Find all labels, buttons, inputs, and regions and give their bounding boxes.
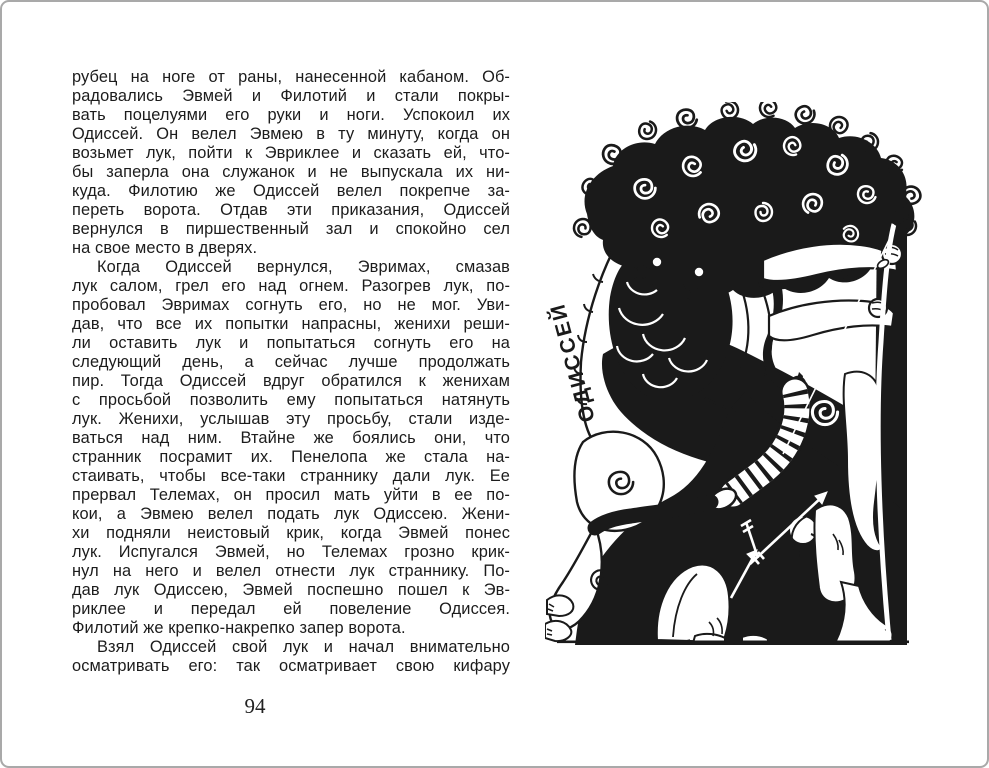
text-line: прервал Телемах, он просил мать уйти в ее по- <box>72 486 510 504</box>
text-line: осматривать его: так осматривает свою кифару <box>72 657 510 675</box>
ground-line <box>557 641 909 644</box>
text-line: лук салом, грел его над огнем. Разогрев лук, по- <box>72 277 510 295</box>
text-line: Когда Одиссей вернулся, Эвримах, смазав <box>97 258 510 276</box>
text-line: стаивать, чтобы все-таки страннику дали лук. Ее <box>72 467 510 485</box>
page-number: 94 <box>244 694 266 718</box>
text-line: куда. Филотию же Одиссей велел покрепче за- <box>72 182 510 200</box>
text-column <box>72 68 510 676</box>
odysseus-illustration <box>545 102 935 652</box>
text-line: лук. Испугался Эвмей, но Телемах грозно крик- <box>72 543 510 561</box>
illustration-caption: ОДИССЕЙ <box>545 299 600 425</box>
text-line: бы заперла она служанок и не выпускала их ни- <box>72 163 510 181</box>
text-line: следующий день, а сейчас лучше продолжать <box>72 353 510 371</box>
text-line: странник посрамит их. Пенелопа же стала на- <box>72 448 510 466</box>
text-line: рубец на ноге от раны, нанесенной кабаном. Об- <box>72 68 510 86</box>
text-line: пир. Тогда Одиссей вдруг обратился к женихам <box>72 372 510 390</box>
text-line: на свое место в дверях. <box>72 239 258 257</box>
text-line: с просьбой позволить ему попытаться натянуть <box>72 391 510 409</box>
text-line: возьмет лук, пойти к Эвриклее и сказать ей, что- <box>72 144 510 162</box>
text-line: Одиссей. Он велел Эвмею в ту минуту, когда он <box>72 125 510 143</box>
text-line: ваться над ним. Втайне же боялись они, что <box>72 429 510 447</box>
text-line: радовались Эвмей и Филотий и стали покры- <box>72 87 510 105</box>
text-line: Взял Одиссей свой лук и начал внимательно <box>97 638 510 656</box>
text-line: вернулся в пиршественный зал и спокойно сел <box>72 220 510 238</box>
text-line: Филотий же крепко-накрепко запер ворота. <box>72 619 406 637</box>
text-line: вать поцелуями его руки и ноги. Успокоил их <box>72 106 510 124</box>
text-line: лук. Женихи, услышав эту просьбу, стали изде- <box>72 410 510 428</box>
text-line: ли оставить лук и попытаться согнуть его на <box>72 334 510 352</box>
text-line: дав лук Одиссею, Эвмей поспешно пошел к Эв- <box>72 581 510 599</box>
text-line: пробовал Эвримах согнуть его, но не мог. Уви- <box>72 296 510 314</box>
text-line: риклее и передал ей повеление Одиссея. <box>72 600 510 618</box>
text-line: хи подняли неистовый крик, когда Эвмей понес <box>72 524 510 542</box>
text-line: переть ворота. Отдав эти приказания, Одиссей <box>72 201 510 219</box>
text-line: нул на него и велел отнести лук страннику. По- <box>72 562 510 580</box>
text-line: дав, что все их попытки напрасны, женихи реши- <box>72 315 510 333</box>
text-line: кои, а Эвмею велел подать лук Одиссею. Жени- <box>72 505 510 523</box>
